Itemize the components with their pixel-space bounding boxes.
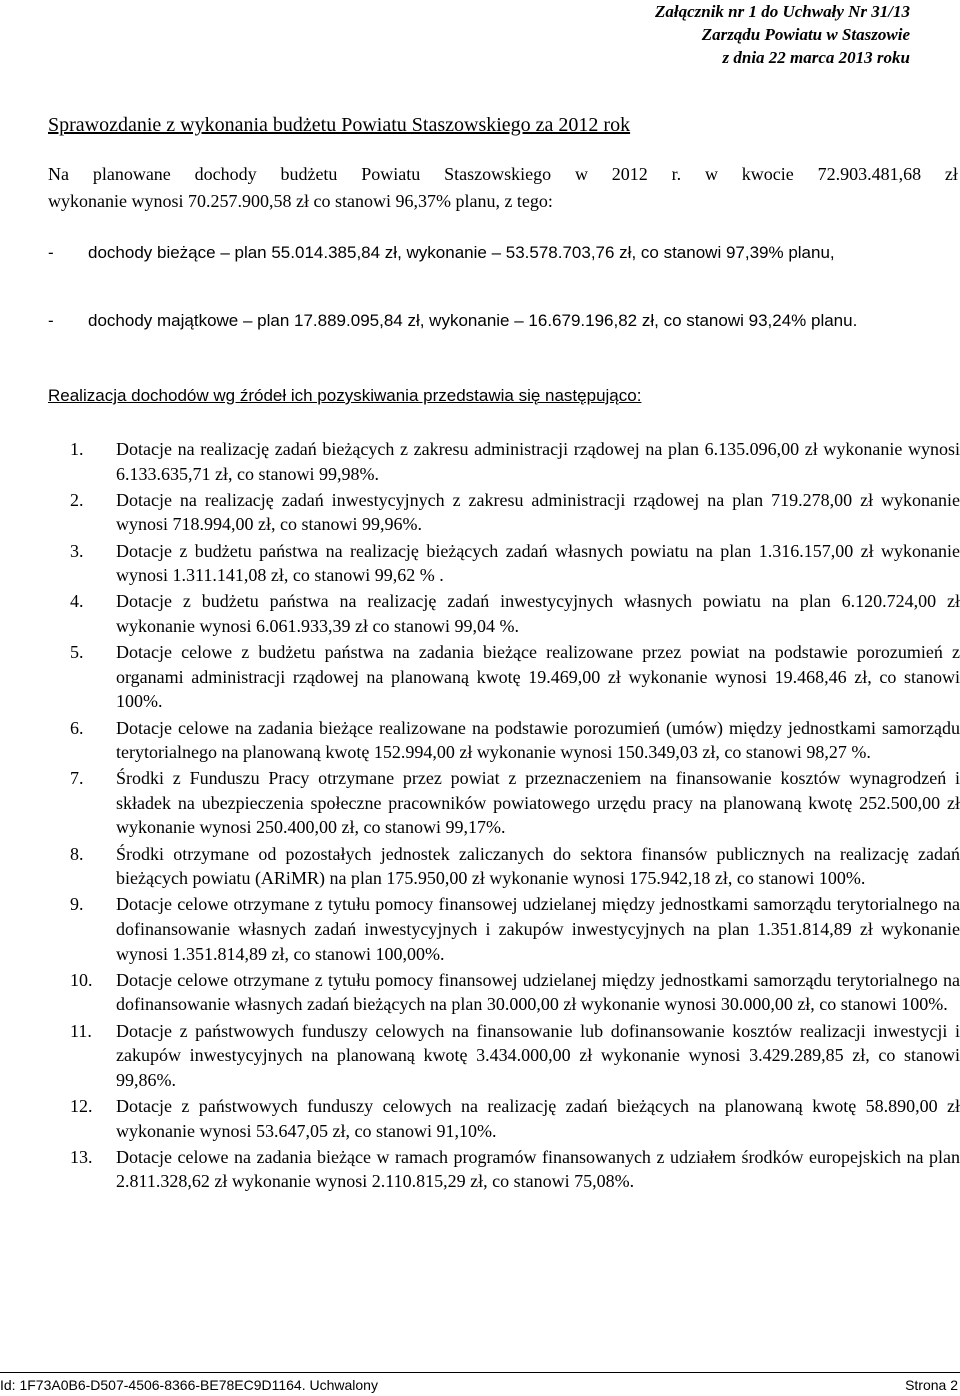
- list-item: [70, 640, 960, 714]
- section-heading: Realizacja dochodów wg źródeł ich pozyskiwania przedstawia się następująco:: [48, 386, 642, 405]
- list-item-number: 1.: [70, 439, 84, 459]
- list-item-number: 5.: [70, 642, 84, 663]
- list-item: [70, 437, 960, 486]
- list-item: [70, 488, 960, 537]
- annex-line-1: Załącznik nr 1 do Uchwały Nr 31/13: [654, 2, 910, 21]
- intro-word: budżetu: [280, 164, 338, 184]
- summary-dash: -: [48, 311, 54, 330]
- list-item: [70, 539, 960, 588]
- list-item-text: Dotacje z budżetu państwa na realizację bieżących zadań własnych powiatu na plan 1.316.157,00 zł wykonanie wynosi 1.311.141,08 zł, co stanowi 99,62 % .: [116, 540, 960, 586]
- intro-word: kwocie: [741, 164, 794, 184]
- list-item-number: 6.: [70, 717, 84, 738]
- annex-line-2: Zarządu Powiatu w Staszowie: [701, 25, 910, 44]
- list-item-number: 13.: [70, 1146, 93, 1167]
- list-item-number: 4.: [70, 591, 84, 612]
- list-item-text: Środki otrzymane od pozostałych jednostek zaliczanych do sektora finansów publicznych na realizację zadań bieżących powiatu (ARiMR) na plan 175.950,00 zł wykonanie wynosi 175.942,18 zł, co stanowi 100%.: [116, 843, 960, 889]
- intro-word: dochody: [194, 164, 257, 184]
- list-item: [70, 842, 960, 891]
- list-item-number: 11.: [70, 1020, 92, 1041]
- intro-word: planowane: [92, 164, 171, 184]
- list-item-text: Środki z Funduszu Pracy otrzymane przez powiat z przeznaczeniem na finansowanie kosztów wynagrodzeń i składek na ubezpieczenia społeczne pracowników powiatowego urzędu pracy na planowaną kwotę 252.500,00 zł wykonanie wynosi 250.400,00 zł, co stanowi 99,17%.: [116, 768, 960, 838]
- list-item-text: Dotacje z państwowych funduszy celowych na realizację zadań bieżących na planowaną kwotę 58.890,00 zł wykonanie wynosi 53.647,05 zł, co stanowi 91,10%.: [116, 1095, 960, 1141]
- list-item-text: Dotacje celowe na zadania bieżące realizowane na podstawie porozumień (umów) między jednostkami samorządu terytorialnego na planowaną kwotę 152.994,00 zł wykonanie wynosi 150.349,03 zł, co stanowi 98,27 %.: [116, 717, 960, 763]
- intro-paragraph: [48, 161, 958, 215]
- intro-word: Staszowskiego: [444, 164, 552, 184]
- page-footer: [0, 1377, 958, 1393]
- page-number: Strona 2: [905, 1377, 958, 1393]
- footer-divider: [0, 1372, 960, 1373]
- intro-word: w: [574, 164, 588, 184]
- summary-text: dochody majątkowe – plan 17.889.095,84 zł, wykonanie – 16.679.196,82 zł, co stanowi 93,24% planu.: [88, 311, 858, 330]
- intro-line-1: [48, 161, 958, 188]
- list-item-number: 8.: [70, 843, 84, 864]
- list-item-text: Dotacje na realizację zadań inwestycyjnych z zakresu administracji rządowej na plan 719.278,00 zł wykonanie wynosi 718.994,00 zł, co stanowi 99,96%.: [116, 489, 960, 535]
- list-item: [70, 716, 960, 765]
- list-item-text: Dotacje celowe na zadania bieżące w ramach programów finansowanych z udziałem środków europejskich na plan 2.811.328,62 zł wykonanie wynosi 2.110.815,29 zł, co stanowi 75,08%.: [116, 1146, 960, 1192]
- list-item: [70, 1145, 960, 1194]
- intro-word: 72.903.481,68: [817, 164, 922, 184]
- document-id: Id: 1F73A0B6-D507-4506-8366-BE78EC9D1164. Uchwalony: [0, 1377, 378, 1393]
- list-item-text: Dotacje celowe z budżetu państwa na zadania bieżące realizowane przez powiat na podstawie porozumień z organami administracji rządowej na planowaną kwotę 19.469,00 zł wykonanie wynosi 19.468,46 zł, co stanowi 100%.: [116, 642, 960, 712]
- list-item-number: 2.: [70, 489, 84, 510]
- list-item: [70, 589, 960, 638]
- list-item-text: Dotacje celowe otrzymane z tytułu pomocy finansowej udzielanej między jednostkami samorządu terytorialnego na dofinansowanie własnych zadań bieżących na plan 30.000,00 zł wykonanie wynosi 30.000,00 zł, co stanowi 100%.: [116, 969, 960, 1015]
- list-item: [70, 766, 960, 840]
- list-item-number: 12.: [70, 1095, 93, 1116]
- intro-word: w: [704, 164, 718, 184]
- intro-word: zł: [944, 164, 958, 184]
- intro-line-2: wykonanie wynosi 70.257.900,58 zł co stanowi 96,37% planu, z tego:: [48, 191, 553, 211]
- annex-header: [655, 0, 910, 69]
- intro-word: Powiatu: [361, 164, 421, 184]
- intro-word: 2012: [611, 164, 648, 184]
- list-item-number: 10.: [70, 969, 93, 990]
- list-item: [70, 968, 960, 1017]
- list-item: [70, 892, 960, 966]
- list-item-text: Dotacje z budżetu państwa na realizację zadań inwestycyjnych własnych powiatu na plan 6.120.724,00 zł wykonanie wynosi 6.061.933,39 zł co stanowi 99,04 %.: [116, 591, 960, 636]
- summary-dash: -: [48, 243, 54, 262]
- income-sources-list: [70, 437, 960, 1196]
- summary-item-current-income: [48, 240, 958, 265]
- list-item: [70, 1094, 960, 1143]
- list-item-text: Dotacje na realizację zadań bieżących z zakresu administracji rządowej na plan 6.135.096,00 zł wykonanie wynosi 6.133.635,71 zł, co stanowi 99,98%.: [116, 439, 960, 484]
- list-item-number: 9.: [70, 894, 84, 915]
- annex-line-3: z dnia 22 marca 2013 roku: [722, 48, 910, 67]
- summary-text: dochody bieżące – plan 55.014.385,84 zł, wykonanie – 53.578.703,76 zł, co stanowi 97,39% planu,: [88, 243, 835, 262]
- list-item-number: 7.: [70, 768, 84, 789]
- list-item-number: 3.: [70, 540, 84, 561]
- intro-word: r.: [671, 164, 682, 184]
- list-item-text: Dotacje celowe otrzymane z tytułu pomocy finansowej udzielanej między jednostkami samorządu terytorialnego na dofinansowanie własnych zadań inwestycyjnych i zakupów inwestycyjnych na plan 1.351.814,89 zł wykonanie wynosi 1.351.814,89 zł, co stanowi 100,00%.: [116, 894, 960, 964]
- summary-item-property-income: [48, 308, 958, 333]
- intro-word: Na: [48, 164, 69, 184]
- list-item: [70, 1019, 960, 1093]
- list-item-text: Dotacje z państwowych funduszy celowych na finansowanie lub dofinansowanie kosztów realizacji inwestycji i zakupów inwestycyjnych na planowaną kwotę 3.434.000,00 zł wykonanie wynosi 3.429.289,85 zł, co stanowi 99,86%.: [116, 1020, 960, 1090]
- document-title: Sprawozdanie z wykonania budżetu Powiatu Staszowskiego za 2012 rok: [48, 114, 631, 136]
